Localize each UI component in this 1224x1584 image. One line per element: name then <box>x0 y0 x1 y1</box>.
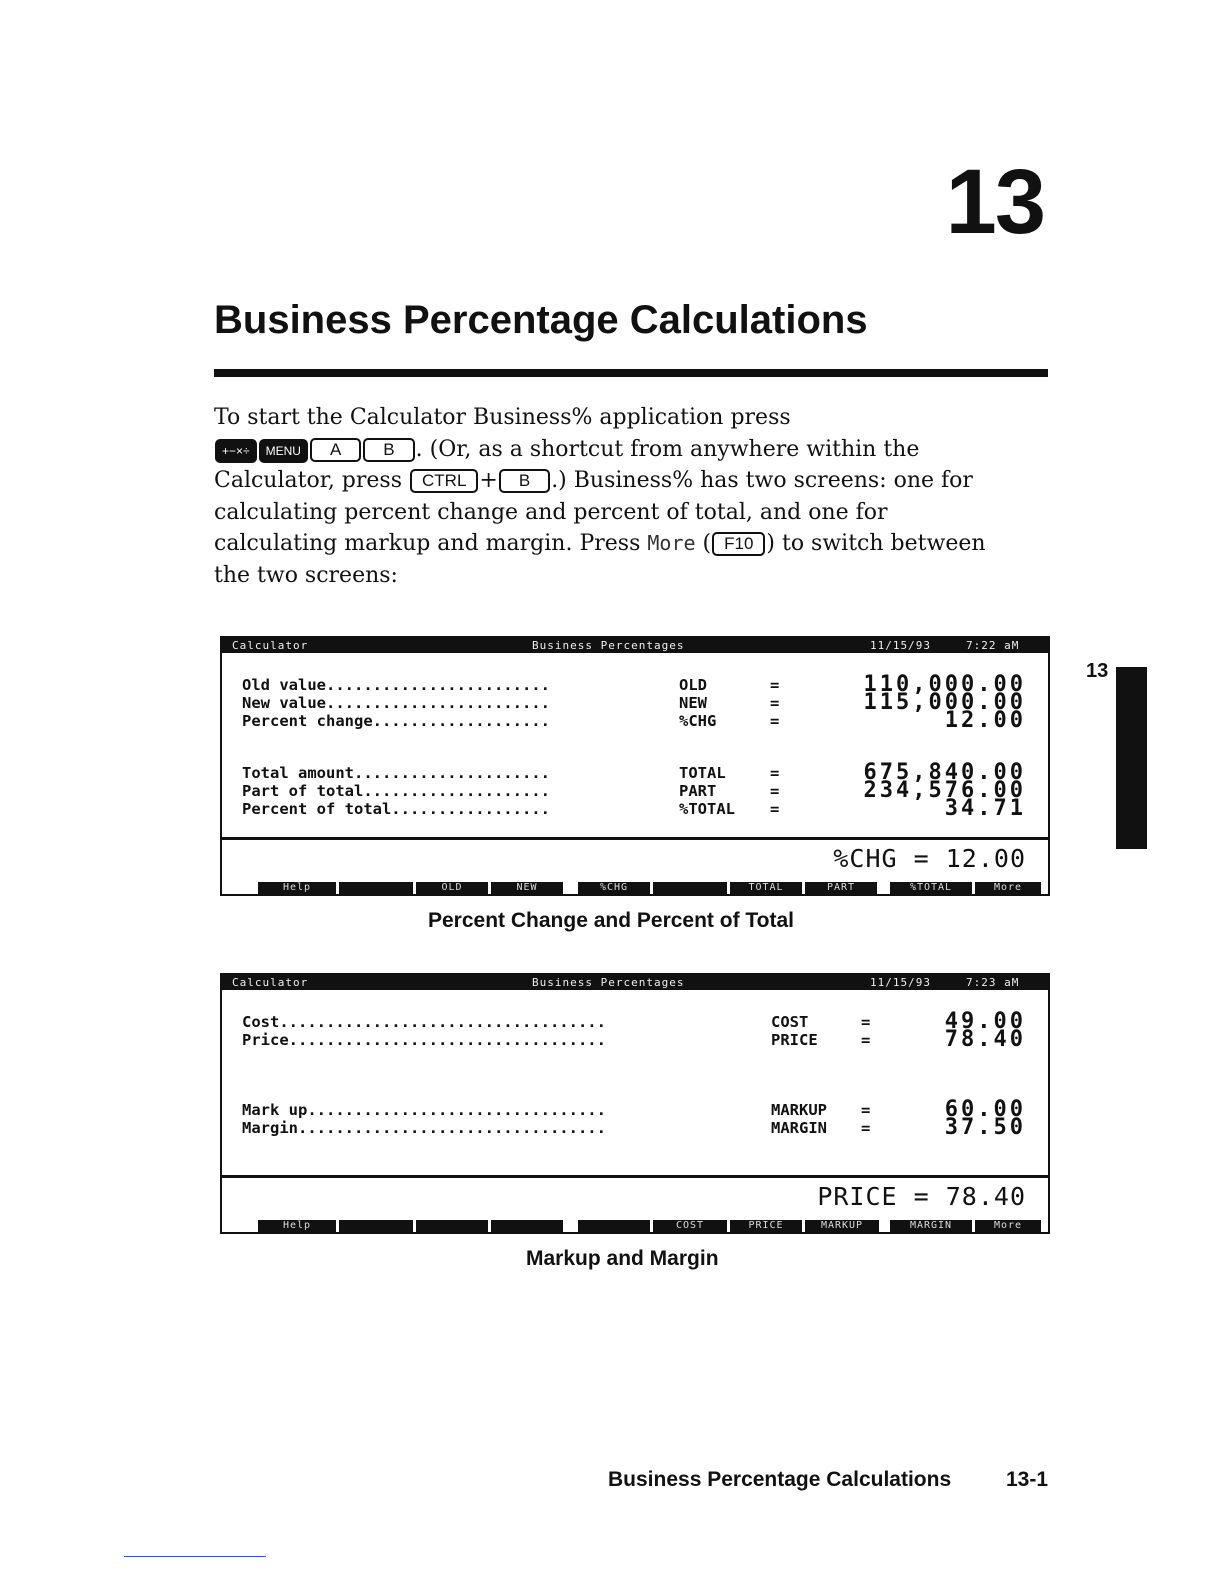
softkey-menu-bar-2 <box>222 1218 1048 1232</box>
menu-key-icon: MENU <box>259 439 308 463</box>
softkey-cost[interactable]: COST <box>653 1220 727 1232</box>
softkey-help-2[interactable]: Help <box>258 1220 336 1232</box>
softkey-menu-bar <box>222 880 1048 894</box>
chapter-number: 13 <box>945 151 1044 253</box>
percent-change-screen <box>220 636 1050 896</box>
part-of-total-label: Part of total.................... <box>242 782 550 800</box>
result-divider-2 <box>222 1175 1048 1178</box>
softkey-help[interactable]: Help <box>258 882 336 894</box>
cost-value[interactable]: 49.00 <box>944 1009 1026 1034</box>
screen-title-bar <box>222 638 1048 653</box>
cost-var[interactable]: COST <box>771 1013 809 1031</box>
a-key-icon: A <box>310 438 361 462</box>
new-eq: = <box>770 694 780 712</box>
intro-text-2: . (Or, as a shortcut from anywhere within the Calculator, press <box>214 436 920 493</box>
chapter-title: Business Percentage Calculations <box>214 298 868 342</box>
softkey-new[interactable]: NEW <box>491 882 563 894</box>
percent-change-label: Percent change................... <box>242 712 550 730</box>
softkey-margin[interactable]: MARGIN <box>890 1220 972 1232</box>
old-value[interactable]: 110,000.00 <box>863 672 1026 697</box>
softkey-blank-b[interactable] <box>416 1220 488 1232</box>
markup-eq: = <box>861 1101 871 1119</box>
total-amount-label: Total amount..................... <box>242 764 550 782</box>
old-eq: = <box>770 676 780 694</box>
footnote-rule <box>124 1556 266 1557</box>
result-line-2: PRICE = 78.40 <box>817 1182 1026 1211</box>
new-value-label: New value........................ <box>242 694 550 712</box>
softkey-markup[interactable]: MARKUP <box>805 1220 879 1232</box>
price-value[interactable]: 78.40 <box>944 1027 1026 1052</box>
screen-date-2: 11/15/93 <box>870 976 931 989</box>
figure-caption-1: Percent Change and Percent of Total <box>428 909 795 932</box>
part-var[interactable]: PART <box>679 782 717 800</box>
total-value[interactable]: 675,840.00 <box>863 760 1026 785</box>
screen-time: 7:22 aM <box>966 639 1020 652</box>
old-value-label: Old value........................ <box>242 676 550 694</box>
page-number: 13-1 <box>1006 1468 1049 1491</box>
markup-var[interactable]: MARKUP <box>771 1101 827 1119</box>
total-eq: = <box>770 764 780 782</box>
f10-key-icon: F10 <box>712 532 765 556</box>
more-softkey-label: More <box>647 531 696 555</box>
softkey-pcttotal[interactable]: %TOTAL <box>890 882 972 894</box>
part-eq: = <box>770 782 780 800</box>
softkey-old[interactable]: OLD <box>416 882 488 894</box>
softkey-blank-1[interactable] <box>339 882 413 894</box>
plus-sign: + <box>479 468 498 493</box>
margin-var[interactable]: MARGIN <box>771 1119 827 1137</box>
intro-text-5: ) to switch between the two screens: <box>214 531 986 588</box>
side-tab-bar <box>1116 667 1147 849</box>
screen-title: Business Percentages <box>532 639 685 652</box>
intro-text-4: ( <box>695 531 712 556</box>
intro-text-1: To start the Calculator Business% application press <box>214 405 791 430</box>
markup-label: Mark up................................ <box>242 1101 606 1119</box>
pctchg-var[interactable]: %CHG <box>679 712 717 730</box>
screen-time-2: 7:23 aM <box>966 976 1020 989</box>
softkey-part[interactable]: PART <box>805 882 877 894</box>
pctchg-eq: = <box>770 712 780 730</box>
pcttotal-value[interactable]: 34.71 <box>944 796 1026 821</box>
price-label: Price.................................. <box>242 1031 606 1049</box>
price-eq: = <box>861 1031 871 1049</box>
softkey-total[interactable]: TOTAL <box>730 882 802 894</box>
pcttotal-eq: = <box>770 800 780 818</box>
softkey-more[interactable]: More <box>975 882 1041 894</box>
app-name-2: Calculator <box>232 976 309 989</box>
ctrl-key-icon: CTRL <box>410 469 478 493</box>
pctchg-value[interactable]: 12.00 <box>944 708 1026 733</box>
intro-paragraph <box>214 402 1014 591</box>
figure-caption-2: Markup and Margin <box>526 1247 719 1270</box>
b-key-icon: B <box>363 438 414 462</box>
part-value[interactable]: 234,576.00 <box>863 778 1026 803</box>
b-key-icon-2: B <box>499 469 550 493</box>
screen-date: 11/15/93 <box>870 639 931 652</box>
side-tab-number: 13 <box>1086 660 1109 682</box>
margin-label: Margin................................. <box>242 1119 606 1137</box>
markup-margin-screen <box>220 973 1050 1234</box>
result-line: %CHG = 12.00 <box>833 844 1026 873</box>
cost-label: Cost................................... <box>242 1013 606 1031</box>
total-var[interactable]: TOTAL <box>679 764 726 782</box>
softkey-blank-c[interactable] <box>491 1220 563 1232</box>
intro-text-3: .) Business% has two screens: one for calculating percent change and percent of total, and one for calculating markup and margin. Press <box>214 468 973 556</box>
calc-key-icon: +−×÷ <box>215 439 257 463</box>
cost-eq: = <box>861 1013 871 1031</box>
pcttotal-var[interactable]: %TOTAL <box>679 800 735 818</box>
markup-value[interactable]: 60.00 <box>944 1097 1026 1122</box>
softkey-blank-d[interactable] <box>578 1220 650 1232</box>
softkey-blank-a[interactable] <box>339 1220 413 1232</box>
price-var[interactable]: PRICE <box>771 1031 818 1049</box>
result-divider <box>222 837 1048 840</box>
margin-value[interactable]: 37.50 <box>944 1115 1026 1140</box>
softkey-more-2[interactable]: More <box>975 1220 1041 1232</box>
app-name: Calculator <box>232 639 309 652</box>
running-footer-title: Business Percentage Calculations <box>608 1468 952 1491</box>
new-value[interactable]: 115,000.00 <box>863 690 1026 715</box>
screen-title-2: Business Percentages <box>532 976 685 989</box>
screen-title-bar-2 <box>222 975 1048 990</box>
old-var[interactable]: OLD <box>679 676 707 694</box>
softkey-pctchg[interactable]: %CHG <box>578 882 650 894</box>
softkey-price[interactable]: PRICE <box>730 1220 802 1232</box>
title-rule <box>214 369 1048 377</box>
percent-of-total-label: Percent of total................. <box>242 800 550 818</box>
softkey-blank-2[interactable] <box>653 882 727 894</box>
margin-eq: = <box>861 1119 871 1137</box>
new-var[interactable]: NEW <box>679 694 707 712</box>
